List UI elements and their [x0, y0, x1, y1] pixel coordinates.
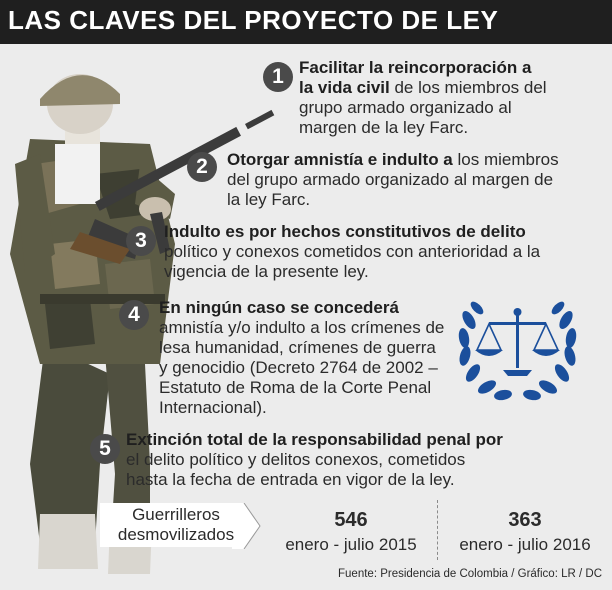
- key-rest: los miembros del grupo armado organizado al margen de la ley Farc.: [227, 150, 559, 209]
- stat-label: Guerrilleros desmovilizados: [117, 505, 235, 544]
- stat-divider: [437, 500, 438, 560]
- key-rest: político y conexos cometidos con anterioridad a la vigencia de la presente ley.: [164, 242, 541, 281]
- number-badge: 5: [90, 434, 120, 464]
- number-badge: 4: [119, 300, 149, 330]
- page-title: LAS CLAVES DEL PROYECTO DE LEY: [8, 5, 499, 35]
- header-bar: [0, 0, 612, 44]
- stat-period-2016: enero - julio 2016: [459, 535, 591, 554]
- stat-value-2015: 546: [334, 509, 368, 531]
- stats-row: [0, 495, 612, 565]
- number-badge: 3: [126, 226, 156, 256]
- key-text: [227, 150, 567, 210]
- key-rest: amnistía y/o indulto a los crímenes de lesa humanidad, crímenes de guerra y genocidio (Decreto 2764 de 2002 – Estatuto de Roma de la Corte Penal Internacional).: [159, 318, 445, 417]
- number-badge: 1: [263, 62, 293, 92]
- stat-value-2016: 363: [508, 509, 542, 531]
- key-rest: de los miembros del grupo armado organizado al margen de la ley Farc.: [299, 78, 547, 137]
- key-bold: Otorgar amnistía e indulto a: [227, 150, 453, 169]
- key-bold: Extinción total de la responsabilidad penal por: [126, 430, 503, 449]
- key-bold: Facilitar la reincorporación a la vida civil: [299, 58, 532, 97]
- key-text: [299, 58, 549, 138]
- number-badge: 2: [187, 152, 217, 182]
- key-text: [159, 298, 449, 418]
- stat-period-2015: enero - julio 2015: [285, 535, 417, 554]
- key-bold: En ningún caso se concederá: [159, 298, 399, 317]
- key-text: [126, 430, 511, 490]
- key-text: [164, 222, 546, 282]
- key-bold: Indulto es por hechos constitutivos de delito: [164, 222, 526, 241]
- justice-scales-emblem-icon: [455, 290, 580, 405]
- key-rest: el delito político y delitos conexos, cometidos hasta la fecha de entrada en vigor de la ley.: [126, 450, 466, 489]
- source-credit: Fuente: Presidencia de Colombia / Gráfico: LR / DC: [338, 568, 602, 580]
